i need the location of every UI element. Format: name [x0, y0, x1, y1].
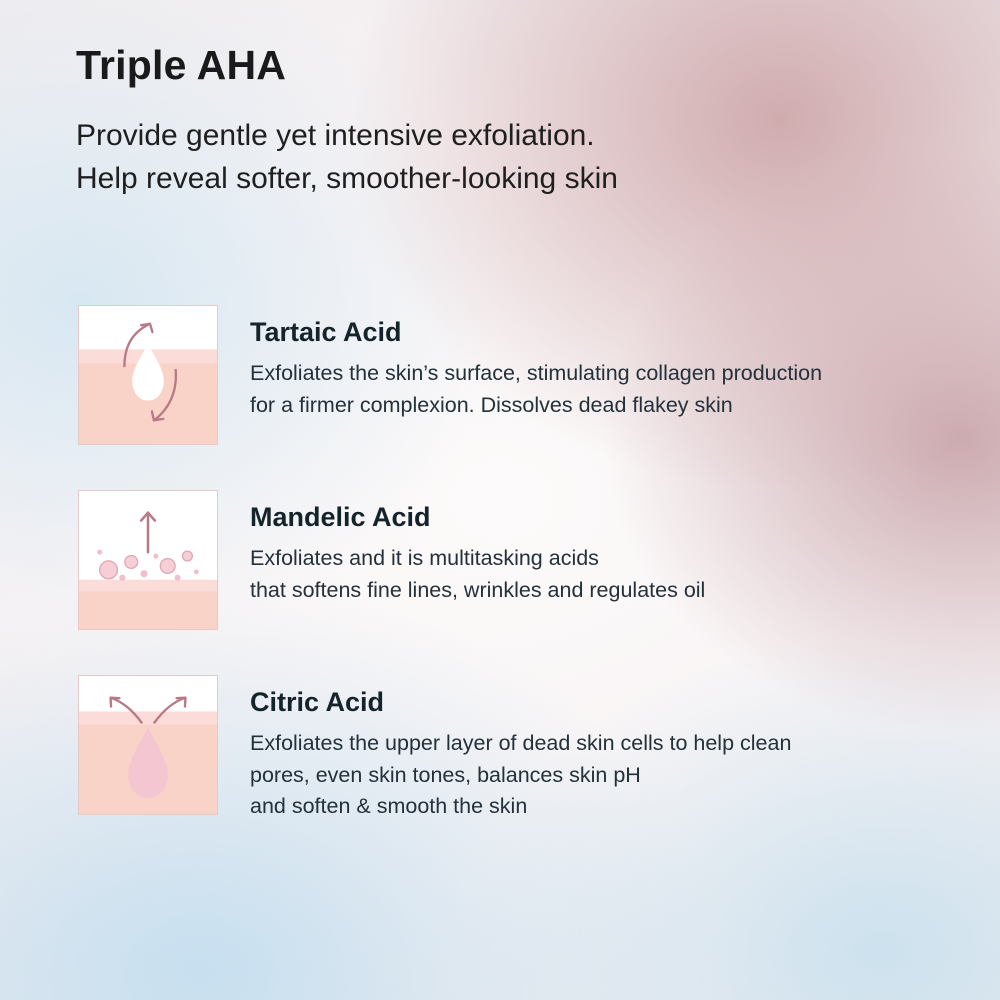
list-item [78, 490, 958, 630]
ingredient-title: Tartaic Acid [250, 317, 402, 347]
desc-line: and soften & smooth the skin [250, 794, 528, 819]
list-item-text [250, 490, 705, 606]
ingredient-description [250, 358, 822, 421]
ingredient-title: Mandelic Acid [250, 502, 431, 532]
ingredient-description [250, 543, 705, 606]
skin-layer-droplet-arrows-icon [78, 305, 218, 445]
ingredient-list [78, 305, 958, 868]
list-item-text [250, 675, 791, 823]
skin-layer-pink-droplet-arrows-icon [78, 675, 218, 815]
page-subtitle [76, 115, 618, 200]
desc-line: pores, even skin tones, balances skin pH [250, 762, 641, 787]
page-title: Triple AHA [76, 42, 287, 88]
desc-line: for a firmer complexion. Dissolves dead flakey skin [250, 392, 733, 417]
list-item-text [250, 305, 822, 421]
ingredient-description [250, 728, 791, 823]
skin-layer-bubbles-up-arrow-icon [78, 490, 218, 630]
desc-line: Exfoliates and it is multitasking acids [250, 546, 599, 570]
desc-line: Exfoliates the skin’s surface, stimulating collagen production [250, 361, 823, 385]
ingredient-title: Citric Acid [250, 687, 385, 717]
list-item [78, 675, 958, 823]
subtitle-line-1: Provide gentle yet intensive exfoliation. [76, 119, 595, 152]
desc-line: Exfoliates the upper layer of dead skin cells to help clean [250, 731, 792, 755]
desc-line: that softens fine lines, wrinkles and regulates oil [250, 577, 706, 602]
list-item [78, 305, 958, 445]
subtitle-line-2: Help reveal softer, smoother-looking skin [76, 161, 618, 195]
